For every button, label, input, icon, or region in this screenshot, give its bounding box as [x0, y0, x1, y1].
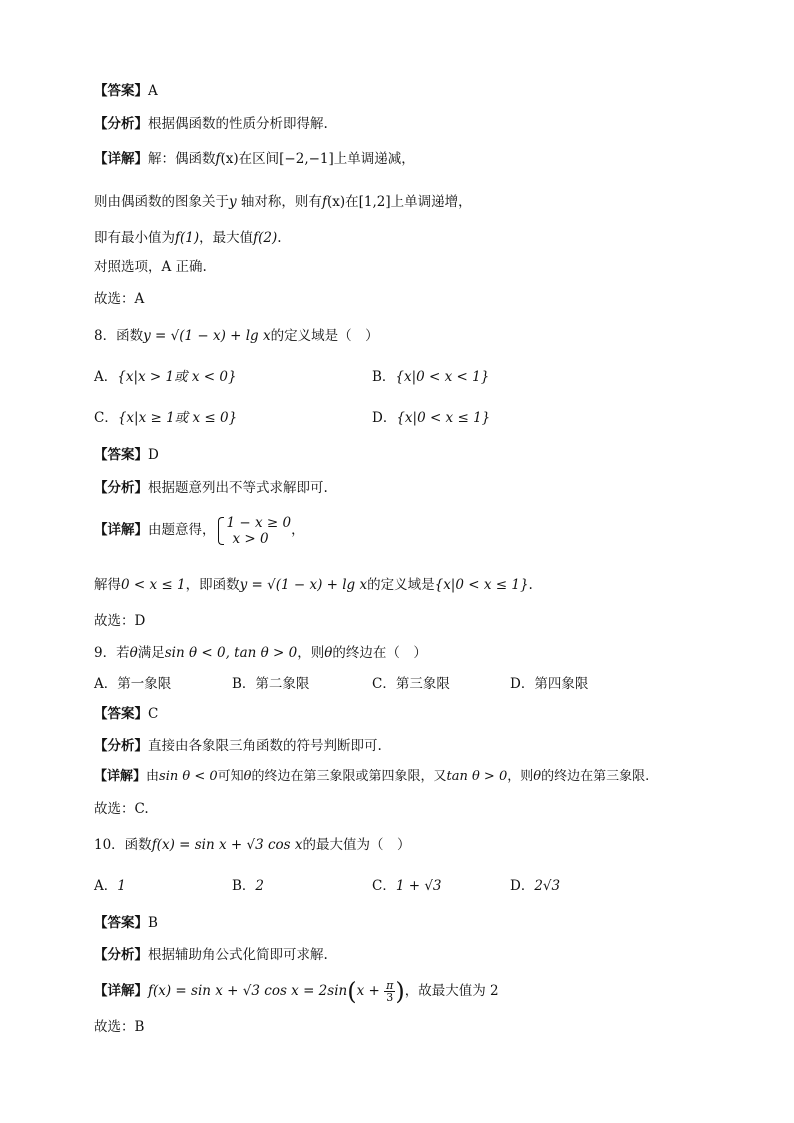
detail-text-b: ，故最大值为 2 — [404, 983, 499, 999]
math-formula: f(x) = sin x + √3 cos x = 2sin — [148, 983, 348, 999]
q10-option-d — [510, 877, 560, 895]
analysis-text: 根据题意列出不等式求解即可. — [148, 480, 328, 496]
math-formula: f(x) = sin x + √3 cos x — [151, 837, 303, 853]
detail-text-b: 可知 — [217, 769, 244, 784]
question-9 — [94, 644, 427, 662]
solution-text-a: 解得 — [94, 577, 121, 593]
select-line-8: 故选：D — [94, 613, 146, 629]
fraction-numerator: π — [386, 979, 394, 992]
analysis-tag: 【分析】 — [94, 480, 148, 496]
question-number: 8．函数 — [94, 328, 144, 344]
question-number: 10．函数 — [94, 837, 152, 853]
q9-option-b: B．第二象限 — [232, 676, 310, 692]
analysis-line-10 — [94, 946, 328, 964]
option-label: A． — [94, 369, 118, 385]
fraction-denominator: 3 — [386, 991, 394, 1004]
solution-text-d: . — [528, 577, 533, 593]
detail-text-b: 在区间 — [238, 151, 280, 167]
option-label: D． — [372, 410, 397, 426]
analysis-line-8 — [94, 479, 328, 497]
detail-tag: 【详解】 — [94, 522, 148, 538]
detail-text-b: ，最大值 — [199, 230, 254, 246]
option-value: 2√3 — [534, 878, 561, 894]
q8-option-b — [372, 368, 489, 386]
math-f2: f(2) — [253, 230, 278, 246]
answer-line-9 — [94, 705, 158, 723]
answer-value: D — [148, 447, 159, 463]
q10-option-b — [232, 877, 264, 895]
answer-value: A — [148, 83, 158, 99]
answer-line-7 — [94, 82, 158, 100]
math-theta: θ — [129, 645, 138, 661]
answer-tag: 【答案】 — [94, 915, 148, 931]
select-line-10: 故选：B — [94, 1019, 145, 1035]
detail-tag: 【详解】 — [94, 769, 147, 784]
question-text: 的最大值为（ ） — [302, 837, 411, 853]
inequality-2: x > 0 — [232, 530, 269, 547]
detail-tag: 【详解】 — [94, 151, 148, 167]
math-f: f — [215, 151, 221, 167]
detail-line-7b — [94, 193, 472, 211]
detail-text-b: 轴对称，则有 — [236, 194, 322, 210]
math-y: y — [229, 194, 237, 210]
question-number: 9．若 — [94, 645, 130, 661]
option-label: B． — [232, 878, 256, 894]
option-label: B． — [372, 369, 396, 385]
question-text: 的定义域是（ ） — [270, 328, 379, 344]
math-condition: sin θ < 0, tan θ > 0 — [164, 645, 298, 661]
select-line-9: 故选：C. — [94, 801, 149, 817]
analysis-text: 根据偶函数的性质分析即得解. — [148, 116, 328, 132]
option-value: 1 + √3 — [395, 878, 442, 894]
detail-line-10 — [94, 974, 499, 1009]
math-theta: θ — [533, 769, 542, 784]
question-text-c: 的终边在（ ） — [332, 645, 427, 661]
math-formula: y = √(1 − x) + lg x — [239, 577, 368, 593]
option-label: A． — [94, 878, 118, 894]
detail-text-a: 解：偶函数 — [148, 151, 216, 167]
math-fx: (x) — [220, 151, 239, 167]
question-text-a: 满足 — [137, 645, 165, 661]
detail-text-a: 由 — [146, 769, 160, 784]
detail-text-c: 上单调递减， — [333, 151, 415, 167]
detail-line-9 — [94, 768, 649, 786]
q9-option-a: A．第一象限 — [94, 676, 172, 692]
answer-value: C — [148, 706, 159, 722]
analysis-line-7 — [94, 115, 328, 133]
detail-tag: 【详解】 — [94, 983, 148, 999]
math-formula: y = √(1 − x) + lg x — [143, 328, 271, 344]
answer-tag: 【答案】 — [94, 706, 148, 722]
q8-option-d — [372, 409, 490, 427]
math-fx: (x) — [326, 194, 346, 210]
analysis-tag: 【分析】 — [94, 947, 148, 963]
inequality-1: 1 − x ≥ 0 — [226, 514, 292, 531]
select-line-7: 故选：A — [94, 291, 145, 307]
q9-option-d: D．第四象限 — [510, 676, 589, 692]
detail-text-a: 则由偶函数的图象关于 — [94, 194, 229, 210]
answer-line-10 — [94, 914, 158, 932]
detail-line-7c — [94, 229, 282, 247]
math-f1: f(1) — [175, 230, 200, 246]
solution-text-b: ，即函数 — [185, 577, 240, 593]
detail-text-a: 即有最小值为 — [94, 230, 175, 246]
solution-line-8 — [94, 576, 533, 594]
detail-text-c: . — [277, 230, 282, 246]
answer-value: B — [148, 915, 158, 931]
option-value: {x|x > 1或 x < 0} — [117, 369, 237, 385]
math-interval: [1,2] — [358, 194, 391, 210]
math-cond-2: tan θ > 0 — [446, 769, 508, 784]
q10-option-a — [94, 877, 126, 895]
option-value: 2 — [255, 878, 265, 894]
check-options-line: 对照选项，A 正确. — [94, 259, 207, 275]
inequality-system — [218, 515, 292, 547]
detail-text-c: 的终边在第三象限或第四象限，又 — [251, 769, 447, 784]
q8-option-a — [94, 368, 237, 386]
analysis-tag: 【分析】 — [94, 738, 148, 754]
detail-text-e: 的终边在第三象限. — [541, 769, 650, 784]
math-x-plus: x + — [356, 983, 385, 999]
math-theta: θ — [243, 769, 252, 784]
q10-option-c — [372, 877, 442, 895]
math-interval: [−2,−1] — [279, 151, 334, 167]
answer-line-8 — [94, 446, 159, 464]
question-8 — [94, 327, 379, 345]
option-label: D． — [510, 878, 535, 894]
analysis-text: 直接由各象限三角函数的符号判断即可. — [148, 738, 382, 754]
detail-line-8 — [94, 510, 305, 550]
q9-option-c: C．第三象限 — [372, 676, 450, 692]
math-theta: θ — [324, 645, 333, 661]
right-paren: ) — [395, 977, 405, 1006]
left-paren: ( — [347, 977, 357, 1006]
option-value: 1 — [117, 878, 126, 894]
detail-text-c: 在 — [345, 194, 359, 210]
math-inequality: 0 < x ≤ 1 — [121, 577, 186, 593]
analysis-line-9 — [94, 737, 382, 755]
analysis-text: 根据辅助角公式化简即可求解. — [148, 947, 328, 963]
math-cond-1: sin θ < 0 — [159, 769, 218, 784]
fraction-pi-3 — [384, 980, 395, 1003]
solution-text-c: 的定义域是 — [367, 577, 435, 593]
option-value: {x|x ≥ 1或 x ≤ 0} — [117, 410, 238, 426]
answer-tag: 【答案】 — [94, 83, 148, 99]
q8-option-c — [94, 409, 237, 427]
math-f: f — [321, 194, 327, 210]
detail-line-7 — [94, 150, 415, 168]
detail-text-b: ， — [291, 522, 305, 538]
detail-text-d: ，则 — [507, 769, 534, 784]
option-label: C． — [372, 878, 396, 894]
option-value: {x|0 < x ≤ 1} — [396, 410, 491, 426]
option-value: {x|0 < x < 1} — [395, 369, 490, 385]
question-text-b: ，则 — [297, 645, 325, 661]
math-set: {x|0 < x ≤ 1} — [434, 577, 529, 593]
option-label: C． — [94, 410, 118, 426]
answer-tag: 【答案】 — [94, 447, 148, 463]
analysis-tag: 【分析】 — [94, 116, 148, 132]
detail-text-d: 上单调递增， — [390, 194, 472, 210]
detail-text-a: 由题意得， — [148, 522, 216, 538]
question-10 — [94, 836, 410, 854]
